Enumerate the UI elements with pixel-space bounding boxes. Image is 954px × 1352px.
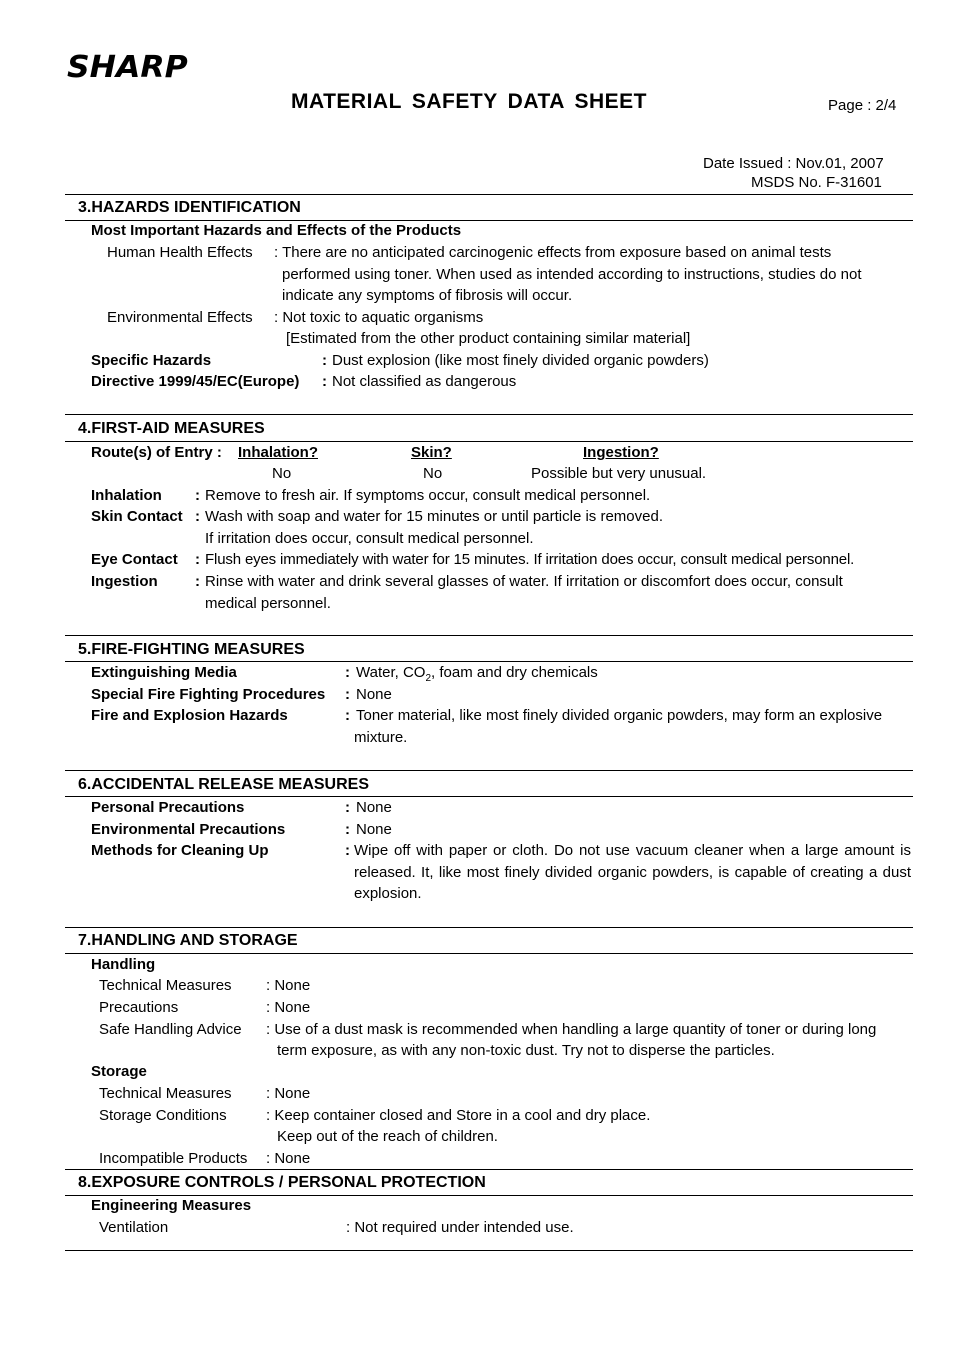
section-8-title-rule xyxy=(65,1195,913,1196)
eye-contact-text: Flush eyes immediately with water for 15 minutes. If irritation does occur, consult medical personnel. xyxy=(205,551,855,568)
environmental-effects-text-2: [Estimated from the other product containing similar material] xyxy=(286,330,691,347)
skin-contact-label: Skin Contact xyxy=(91,508,183,525)
section-4-title: 4.FIRST-AID MEASURES xyxy=(78,420,265,437)
colon: : xyxy=(195,487,200,504)
environmental-precautions-text: None xyxy=(356,821,392,838)
ventilation-text: : Not required under intended use. xyxy=(346,1219,574,1236)
inhalation-answer: No xyxy=(272,465,292,482)
section-4-title-rule xyxy=(65,441,913,442)
msds-number: MSDS No. F-31601 xyxy=(751,174,882,191)
safe-handling-text: : Use of a dust mask is recommended when handling a large quantity of toner or during long xyxy=(266,1021,877,1038)
sharp-logo: SHARP xyxy=(67,50,188,85)
section-8-bottom-rule xyxy=(65,1250,913,1251)
eye-contact-label: Eye Contact xyxy=(91,551,178,568)
storage-conditions-label: Storage Conditions xyxy=(99,1107,227,1124)
skin-answer: No xyxy=(423,465,443,482)
technical-measures-text: : None xyxy=(266,977,311,994)
human-health-text-2: performed using toner. When used as intended according to instructions, studies do not xyxy=(282,266,862,283)
extinguishing-media-label: Extinguishing Media xyxy=(91,664,237,681)
ingestion-text-2: medical personnel. xyxy=(205,595,331,612)
cleaning-methods-label: Methods for Cleaning Up xyxy=(91,842,269,859)
incompatible-products-text: : None xyxy=(266,1150,311,1167)
environmental-precautions-label: Environmental Precautions xyxy=(91,821,286,838)
section-8-title: 8.EXPOSURE CONTROLS / PERSONAL PROTECTION xyxy=(78,1174,486,1191)
technical-measures-label: Technical Measures xyxy=(99,977,232,994)
fire-explosion-text: Toner material, like most finely divided organic powders, may form an explosive xyxy=(356,707,883,724)
inhalation-question: Inhalation? xyxy=(238,444,318,461)
ingestion-question: Ingestion? xyxy=(583,444,659,461)
environmental-effects-text: : Not toxic to aquatic organisms xyxy=(274,309,484,326)
colon: : xyxy=(345,686,350,703)
skin-contact-text-2: If irritation does occur, consult medical personnel. xyxy=(205,530,534,547)
colon: : xyxy=(345,842,350,859)
storage-technical-label: Technical Measures xyxy=(99,1085,232,1102)
hazards-subhead: Most Important Hazards and Effects of the Products xyxy=(91,222,462,239)
directive-text: Not classified as dangerous xyxy=(332,373,517,390)
date-issued: Date Issued : Nov.01, 2007 xyxy=(703,155,884,172)
fire-explosion-label: Fire and Explosion Hazards xyxy=(91,707,288,724)
ingestion-answer: Possible but very unusual. xyxy=(531,465,707,482)
cleaning-methods-text: Wipe off with paper or cloth. Do not use vacuum cleaner when a large amount is released. It, like most finely divided organic powders, is capable of creating a dust explosion. xyxy=(354,842,911,902)
section-7-title-rule xyxy=(65,953,913,954)
safe-handling-label: Safe Handling Advice xyxy=(99,1021,242,1038)
section-8-top-rule xyxy=(65,1169,913,1170)
specific-hazards-label: Specific Hazards xyxy=(91,352,212,369)
environmental-effects-label: Environmental Effects xyxy=(107,309,253,326)
fire-explosion-text-2: mixture. xyxy=(354,729,408,746)
storage-conditions-text: : Keep container closed and Store in a cool and dry place. xyxy=(266,1107,651,1124)
incompatible-products-label: Incompatible Products xyxy=(99,1150,248,1167)
inhalation-text: Remove to fresh air. If symptoms occur, consult medical personnel. xyxy=(205,487,651,504)
ventilation-label: Ventilation xyxy=(99,1219,169,1236)
section-6-title: 6.ACCIDENTAL RELEASE MEASURES xyxy=(78,776,369,793)
special-procedures-text: None xyxy=(356,686,392,703)
colon: : xyxy=(322,352,327,369)
section-5-title: 5.FIRE-FIGHTING MEASURES xyxy=(78,641,305,658)
skin-question: Skin? xyxy=(411,444,452,461)
document-title: MATERIAL SAFETY DATA SHEET xyxy=(291,90,647,113)
skin-contact-text: Wash with soap and water for 15 minutes or until particle is removed. xyxy=(205,508,663,525)
specific-hazards-text: Dust explosion (like most finely divided organic powders) xyxy=(332,352,709,369)
human-health-text: : There are no anticipated carcinogenic effects from exposure based on animal tests xyxy=(274,244,832,261)
handling-heading: Handling xyxy=(91,956,156,973)
colon: : xyxy=(195,573,200,590)
colon: : xyxy=(322,373,327,390)
ingestion-text: Rinse with water and drink several glasses of water. If irritation or discomfort does occur, consult xyxy=(205,573,843,590)
colon: : xyxy=(345,821,350,838)
precautions-label: Precautions xyxy=(99,999,179,1016)
section-5-title-rule xyxy=(65,661,913,662)
personal-precautions-label: Personal Precautions xyxy=(91,799,245,816)
engineering-measures-heading: Engineering Measures xyxy=(91,1197,252,1214)
colon: : xyxy=(345,664,350,681)
safe-handling-text-2: term exposure, as with any non-toxic dust. Try not to disperse the particles. xyxy=(277,1042,775,1059)
special-procedures-label: Special Fire Fighting Procedures xyxy=(91,686,326,703)
directive-label: Directive 1999/45/EC(Europe) xyxy=(91,373,300,390)
page-number: Page : 2/4 xyxy=(828,97,897,114)
personal-precautions-text: None xyxy=(356,799,392,816)
storage-conditions-text-2: Keep out of the reach of children. xyxy=(277,1128,498,1145)
section-3-title: 3.HAZARDS IDENTIFICATION xyxy=(78,199,301,216)
section-5-top-rule xyxy=(65,635,913,636)
colon: : xyxy=(195,551,200,568)
storage-heading: Storage xyxy=(91,1063,147,1080)
section-6-top-rule xyxy=(65,770,913,771)
section-3-top-rule xyxy=(65,194,913,195)
colon: : xyxy=(345,799,350,816)
section-7-top-rule xyxy=(65,927,913,928)
precautions-text: : None xyxy=(266,999,311,1016)
extinguishing-media-text: Water, $CO_2$, foam and dry chemicals xyxy=(356,664,598,684)
human-health-text-3: indicate any symptoms of fibrosis will occur. xyxy=(282,287,573,304)
ingestion-label: Ingestion xyxy=(91,573,158,590)
section-4-top-rule xyxy=(65,414,913,415)
colon: : xyxy=(195,508,200,525)
inhalation-label: Inhalation xyxy=(91,487,162,504)
colon: : xyxy=(345,707,350,724)
section-6-title-rule xyxy=(65,796,913,797)
storage-technical-text: : None xyxy=(266,1085,311,1102)
section-7-title: 7.HANDLING AND STORAGE xyxy=(78,932,298,949)
routes-of-entry-label: Route(s) of Entry : xyxy=(91,444,222,461)
section-3-title-rule xyxy=(65,220,913,221)
human-health-label: Human Health Effects xyxy=(107,244,253,261)
